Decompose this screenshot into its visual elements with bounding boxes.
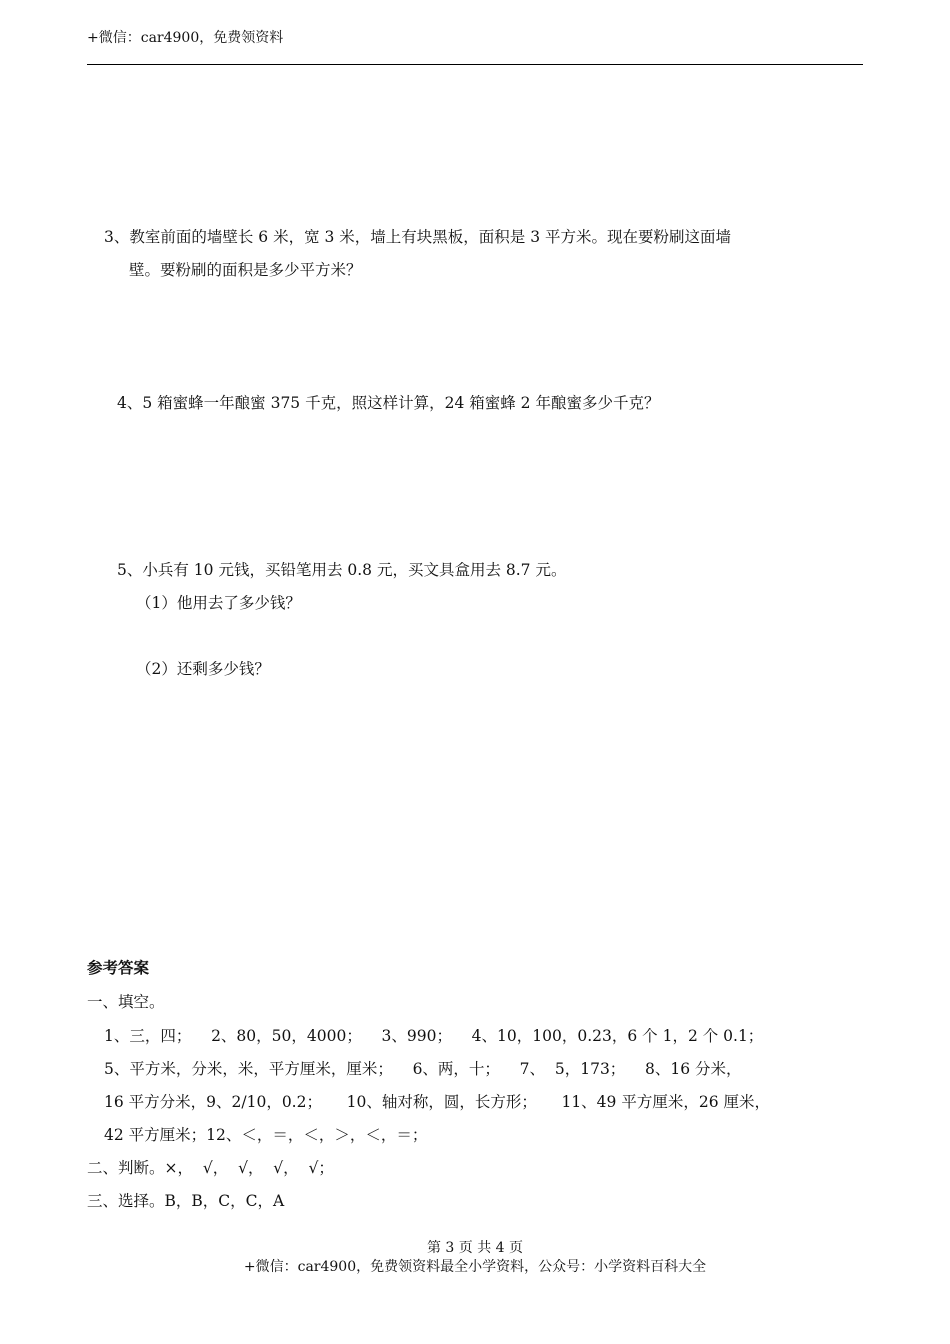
header-watermark: +微信：car4900，免费领资料 xyxy=(87,30,284,46)
question-5: 5、小兵有 10 元钱，买铅笔用去 0.8 元，买文具盒用去 8.7 元。 xyxy=(117,561,567,579)
answers-title: 参考答案 xyxy=(87,958,150,977)
answers-line-3: 16 平方分米，9、2/10，0.2； 10、轴对称，圆，长方形； 11、49 平方厘米，26 厘米， xyxy=(104,1093,770,1111)
header-divider xyxy=(87,64,863,65)
question-5-part-2: （2）还剩多少钱？ xyxy=(136,660,270,678)
answers-line-1: 1、三，四； 2、80，50，4000； 3、990； 4、10，100，0.23，6 个 1，2 个 0.1； xyxy=(104,1027,764,1045)
question-4: 4、5 箱蜜蜂一年酿蜜 375 千克，照这样计算，24 箱蜜蜂 2 年酿蜜多少千克？ xyxy=(117,394,660,412)
question-3-line-1: 3、教室前面的墙壁长 6 米，宽 3 米，墙上有块黑板，面积是 3 平方米。现在要粉刷这面墙 xyxy=(104,228,732,246)
question-3-line-2: 壁。要粉刷的面积是多少平方米？ xyxy=(129,261,362,279)
answers-section-1: 一、填空。 xyxy=(87,993,165,1011)
answers-section-3: 三、选择。B，B，C，C，A xyxy=(87,1192,285,1210)
page-number: 第 3 页 共 4 页 xyxy=(426,1240,524,1256)
answers-line-4: 42 平方厘米；12、＜，＝，＜，＞，＜，＝； xyxy=(104,1126,428,1144)
answers-line-2: 5、平方米，分米，米，平方厘米，厘米； 6、两，十； 7、 5，173； 8、16 分米， xyxy=(104,1060,742,1078)
question-5-part-1: （1）他用去了多少钱？ xyxy=(136,594,301,612)
footer-watermark: +微信：car4900，免费领资料最全小学资料，公众号：小学资料百科大全 xyxy=(243,1259,707,1275)
answers-section-2: 二、判断。×， √， √， √， √； xyxy=(87,1159,334,1177)
